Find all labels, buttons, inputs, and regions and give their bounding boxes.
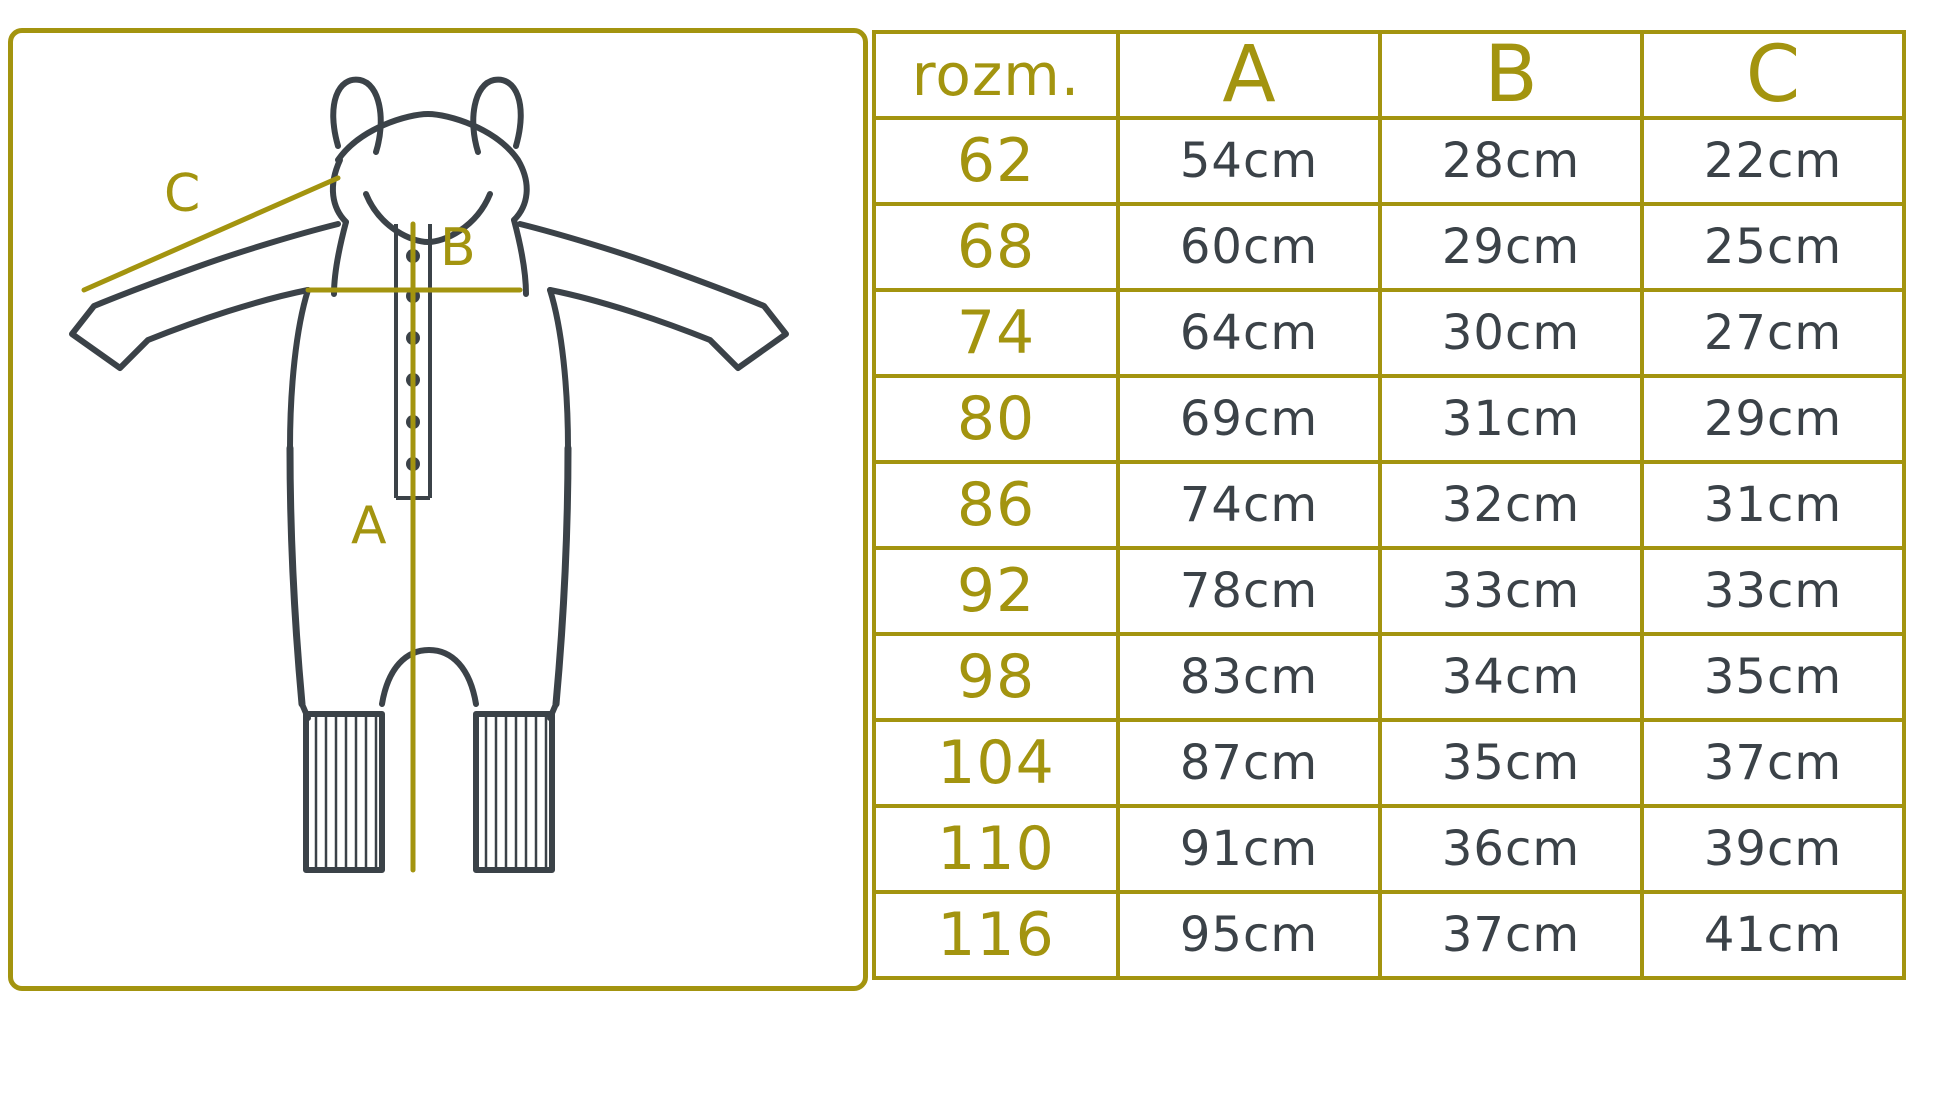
table-row (874, 118, 1904, 204)
cell-b: 28cm (1380, 118, 1642, 204)
cell-b: 31cm (1380, 376, 1642, 462)
cell-b: 32cm (1380, 462, 1642, 548)
cell-c: 35cm (1642, 634, 1904, 720)
table-header-row (874, 32, 1904, 118)
header-letter-b: B (1380, 32, 1642, 118)
cell-size: 98 (874, 634, 1118, 720)
cell-c: 29cm (1642, 376, 1904, 462)
size-table (872, 30, 1906, 980)
cell-b: 36cm (1380, 806, 1642, 892)
cell-b: 34cm (1380, 634, 1642, 720)
cell-a: 54cm (1118, 118, 1380, 204)
cell-a: 83cm (1118, 634, 1380, 720)
cell-size: 116 (874, 892, 1118, 978)
table-row (874, 634, 1904, 720)
cell-size: 104 (874, 720, 1118, 806)
cell-size: 68 (874, 204, 1118, 290)
measure-label-a: A (351, 496, 387, 556)
table-row (874, 462, 1904, 548)
size-table-wrap (872, 30, 1932, 992)
cell-a: 87cm (1118, 720, 1380, 806)
cell-a: 64cm (1118, 290, 1380, 376)
measure-label-c: C (164, 164, 201, 224)
cell-size: 80 (874, 376, 1118, 462)
cell-c: 39cm (1642, 806, 1904, 892)
cell-a: 95cm (1118, 892, 1380, 978)
table-row (874, 290, 1904, 376)
cell-size: 110 (874, 806, 1118, 892)
cell-c: 33cm (1642, 548, 1904, 634)
table-row (874, 548, 1904, 634)
table-row (874, 892, 1904, 978)
cell-size: 74 (874, 290, 1118, 376)
cell-a: 60cm (1118, 204, 1380, 290)
cell-size: 92 (874, 548, 1118, 634)
cell-a: 69cm (1118, 376, 1380, 462)
measure-label-b: B (440, 218, 476, 278)
cell-c: 41cm (1642, 892, 1904, 978)
cell-c: 27cm (1642, 290, 1904, 376)
cell-c: 37cm (1642, 720, 1904, 806)
table-row (874, 376, 1904, 462)
garment-illustration (8, 28, 868, 991)
cell-b: 35cm (1380, 720, 1642, 806)
cell-c: 22cm (1642, 118, 1904, 204)
header-letter-a: A (1118, 32, 1380, 118)
cell-b: 33cm (1380, 548, 1642, 634)
table-row (874, 204, 1904, 290)
table-row (874, 806, 1904, 892)
header-letter-c: C (1642, 32, 1904, 118)
cell-c: 31cm (1642, 462, 1904, 548)
table-row (874, 720, 1904, 806)
cell-b: 30cm (1380, 290, 1642, 376)
cell-a: 78cm (1118, 548, 1380, 634)
cell-a: 91cm (1118, 806, 1380, 892)
header-size: rozm. (874, 32, 1118, 118)
cell-b: 29cm (1380, 204, 1642, 290)
cell-b: 37cm (1380, 892, 1642, 978)
cell-a: 74cm (1118, 462, 1380, 548)
cell-c: 25cm (1642, 204, 1904, 290)
cell-size: 86 (874, 462, 1118, 548)
cell-size: 62 (874, 118, 1118, 204)
